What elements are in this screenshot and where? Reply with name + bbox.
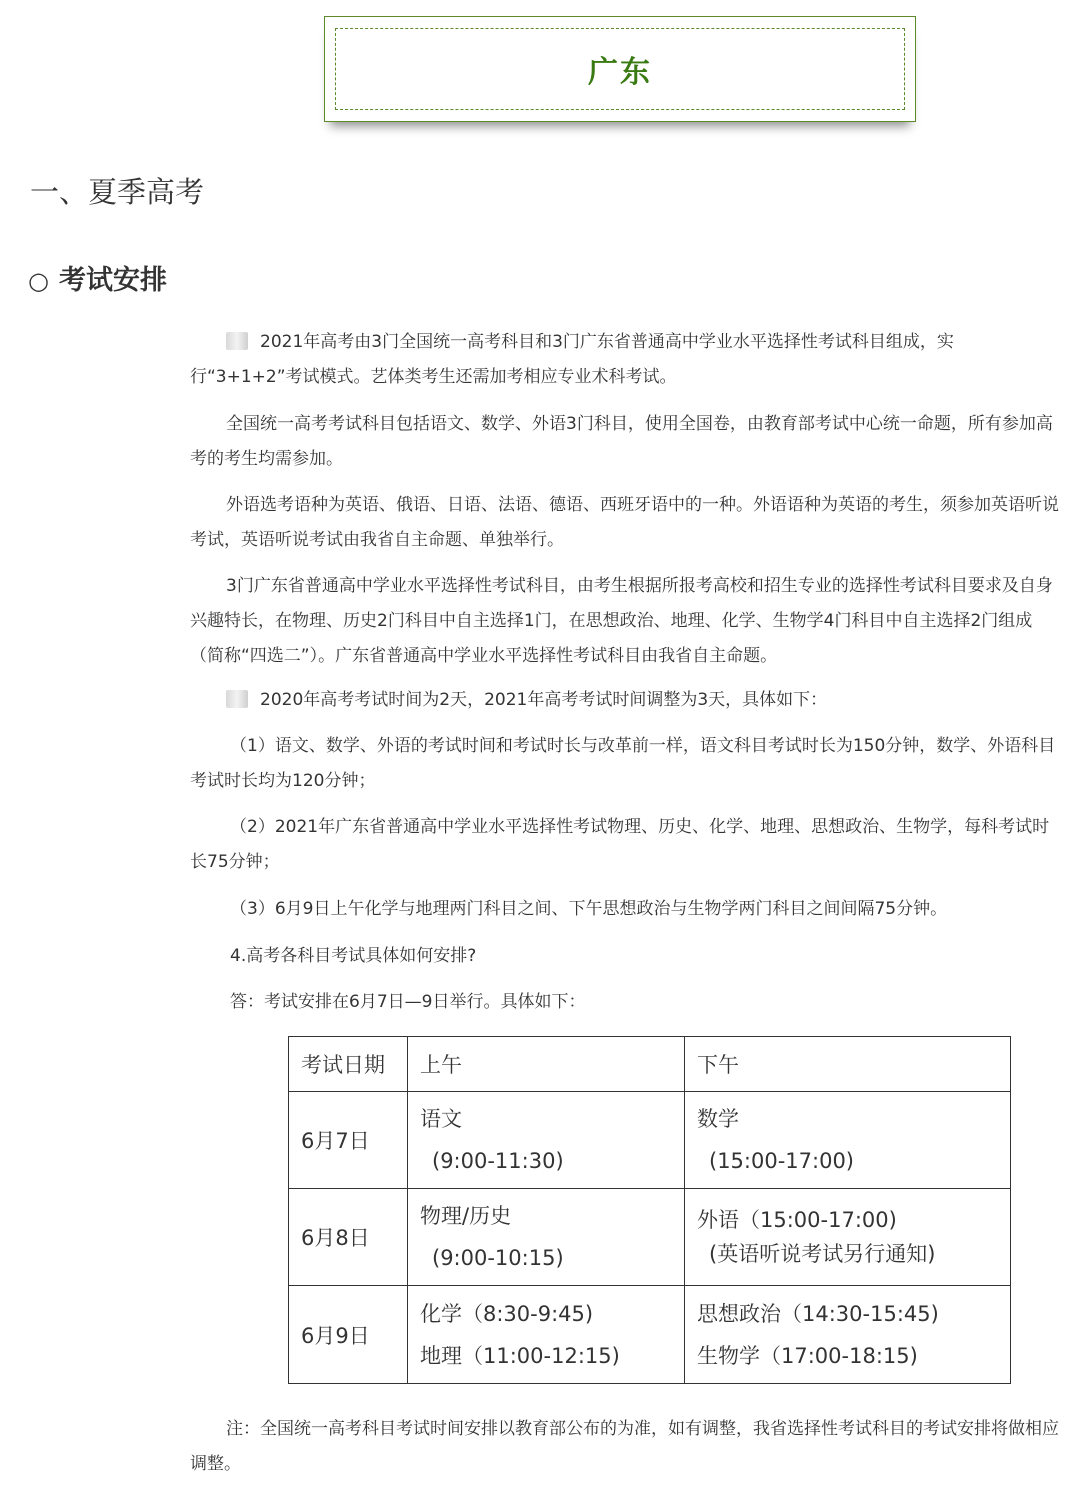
- paragraph-2: 全国统一高考考试科目包括语文、数学、外语3门科目，使用全国卷，由教育部考试中心统一命题，所有参加高考的考生均需参加。: [190, 414, 1053, 469]
- date-cell: 6月8日: [289, 1189, 408, 1286]
- subsection-heading-label: 考试安排: [58, 265, 167, 296]
- paragraph-4: 3门广东省普通高中学业水平选择性考试科目，由考生根据所报考高校和招生专业的选择性考试科目要求及自身兴趣特长，在物理、历史2门科目中自主选择1门，在思想政治、地理、化学、生物学4门科目中自主选择2门组成（简称“四选二”）。广东省普通高中学业水平选择性考试科目由我省自主命题。: [190, 576, 1053, 666]
- table-row: [289, 1286, 1011, 1384]
- paragraph-1: 2021年高考由3门全国统一高考科目和3门广东省普通高中学业水平选择性考试科目组成，实行“3+1+2”考试模式。艺体类考生还需加考相应专业术科考试。: [190, 332, 954, 387]
- paragraph-9: 4.高考各科目考试具体如何安排?: [230, 946, 477, 966]
- paragraph-6: （1）语文、数学、外语的考试时间和考试时长与改革前一样，语文科目考试时长为150分钟，数学、外语科目考试时长均为120分钟；: [190, 736, 1056, 791]
- section-heading: 一、夏季高考: [30, 175, 205, 209]
- date-cell: 6月9日: [289, 1286, 408, 1384]
- table-row: [289, 1092, 1011, 1189]
- morning-cell: 语文 (9:00-11:30): [408, 1092, 685, 1189]
- table-row: [289, 1189, 1011, 1286]
- morning-cell: 物理/历史 (9:00-10:15): [408, 1189, 685, 1286]
- exam-schedule-table: [288, 1036, 1011, 1384]
- header-cell-date: 考试日期: [289, 1037, 408, 1092]
- blurred-image-icon: [226, 332, 248, 350]
- table-header-row: [289, 1037, 1011, 1092]
- paragraph-7: （2）2021年广东省普通高中学业水平选择性考试物理、历史、化学、地理、思想政治、生物学，每科考试时长75分钟；: [190, 817, 1050, 872]
- title-banner-inner: [335, 28, 905, 110]
- afternoon-cell: 数学 (15:00-17:00): [685, 1092, 1011, 1189]
- morning-cell: 化学（8:30-9:45) 地理（11:00-12:15): [408, 1286, 685, 1384]
- afternoon-cell: 外语（15:00-17:00) (英语听说考试另行通知): [685, 1189, 1011, 1286]
- paragraph-10: 答：考试安排在6月7日—9日举行。具体如下：: [230, 992, 586, 1012]
- page-title: 广东: [588, 55, 652, 90]
- header-cell-morning: 上午: [408, 1037, 685, 1092]
- note-paragraph: 注：全国统一高考科目考试时间安排以教育部公布的为准，如有调整，我省选择性考试科目的考试安排将做相应调整。: [190, 1419, 1059, 1474]
- title-banner: [324, 16, 916, 122]
- afternoon-cell: 思想政治（14:30-15:45) 生物学（17:00-18:15): [685, 1286, 1011, 1384]
- circle-bullet-icon: ○: [28, 267, 49, 295]
- header-cell-afternoon: 下午: [685, 1037, 1011, 1092]
- paragraph-8: （3）6月9日上午化学与地理两门科目之间、下午思想政治与生物学两门科目之间间隔75分钟。: [230, 899, 948, 919]
- paragraph-3: 外语选考语种为英语、俄语、日语、法语、德语、西班牙语中的一种。外语语种为英语的考生，须参加英语听说考试，英语听说考试由我省自主命题、单独举行。: [190, 495, 1059, 550]
- date-cell: 6月7日: [289, 1092, 408, 1189]
- paragraph-5: 2020年高考考试时间为2天，2021年高考考试时间调整为3天，具体如下：: [190, 683, 1060, 718]
- blurred-image-icon: [226, 690, 248, 708]
- subsection-heading: [28, 258, 167, 297]
